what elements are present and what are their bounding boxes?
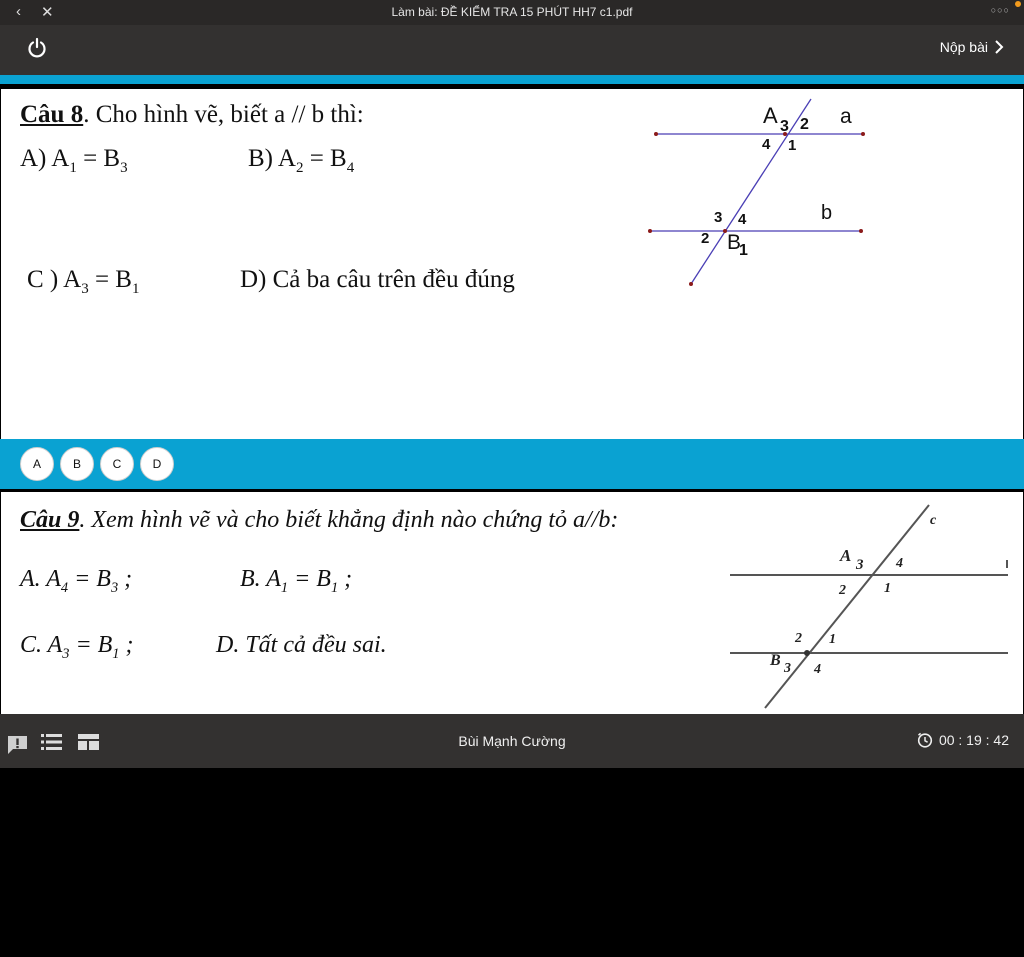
svg-text:2: 2 (800, 116, 809, 133)
svg-text:a: a (840, 105, 852, 128)
question-9-number: Câu 9 (20, 507, 80, 533)
svg-text:4: 4 (814, 662, 821, 677)
power-icon[interactable] (26, 37, 48, 64)
svg-text:2: 2 (701, 230, 710, 247)
timer-value: 00 : 19 : 42 (938, 732, 1009, 748)
question-9-text: . Xem hình vẽ và cho biết khẳng định nào chứng tỏ a//b: (79, 507, 619, 533)
question-9-option-c: C. $A_3 = B_1$ ; (20, 632, 134, 662)
chevron-right-icon (994, 40, 1004, 54)
svg-text:c: c (930, 513, 937, 528)
question-8-prompt (20, 101, 364, 129)
submit-button[interactable] (940, 39, 1004, 55)
svg-text:4: 4 (896, 556, 903, 571)
svg-text:1: 1 (884, 581, 891, 596)
back-icon[interactable]: ‹ (16, 3, 21, 20)
svg-text:2: 2 (795, 631, 802, 646)
question-8-option-a: A) $A_1 = B_3$ (20, 145, 128, 176)
svg-text:3: 3 (780, 118, 789, 135)
notification-dot (1015, 1, 1021, 7)
exam-footer (0, 714, 1024, 768)
submit-label: Nộp bài (939, 39, 988, 55)
question-8-option-b: B) $A_2 = B_4$ (248, 145, 355, 176)
window-titlebar (0, 0, 1024, 25)
question-8-page (1, 89, 1023, 439)
question-9-figure (721, 500, 1021, 714)
svg-text:A: A (763, 103, 778, 128)
question-9-page (1, 492, 1023, 714)
svg-text:1: 1 (829, 632, 836, 647)
question-8-option-d: D) Cả ba câu trên đều đúng (240, 266, 515, 293)
close-icon[interactable]: ✕ (41, 4, 54, 21)
svg-text:1: 1 (739, 242, 748, 259)
question-8-number: Câu 8 (20, 101, 84, 128)
svg-text:4: 4 (738, 211, 747, 228)
svg-text:3: 3 (714, 209, 723, 226)
more-icon[interactable]: ○○○ (990, 5, 1010, 15)
svg-text:2: 2 (839, 583, 846, 598)
answer-a-button[interactable]: A (20, 447, 54, 481)
svg-text:1: 1 (788, 137, 797, 154)
svg-text:3: 3 (856, 557, 864, 573)
question-9-prompt (20, 507, 618, 534)
question-9-option-b: B. $A_1 = B_1$ ; (240, 566, 353, 596)
question-9-option-d: D. Tất cả đều sai. (216, 632, 387, 658)
countdown-timer (917, 732, 1009, 748)
svg-text:b: b (821, 202, 833, 224)
answer-b-button[interactable]: B (60, 447, 94, 481)
svg-text:4: 4 (762, 136, 771, 153)
window-title: Làm bài: ĐỀ KIỂM TRA 15 PHÚT HH7 c1.pdf (391, 5, 633, 19)
question-8-figure (621, 89, 891, 299)
svg-text:3: 3 (784, 661, 791, 676)
svg-text:B: B (770, 652, 781, 669)
timer-icon (917, 732, 933, 748)
header-accent-strip (0, 75, 1024, 84)
answer-d-button[interactable]: D (140, 447, 174, 481)
answer-c-button[interactable]: C (100, 447, 134, 481)
question-9-option-a: A. $A_4 = B_3$ ; (20, 566, 133, 596)
answer-choice-bar (0, 439, 1024, 489)
question-8-option-c: C ) $A_3 = B_1$ (27, 266, 140, 297)
svg-text:B: B (727, 231, 742, 254)
student-name: Bùi Mạnh Cường (458, 733, 566, 749)
exam-header (0, 25, 1024, 75)
question-8-text: . Cho hình vẽ, biết a // b thì: (83, 101, 364, 128)
svg-text:A: A (840, 546, 852, 565)
